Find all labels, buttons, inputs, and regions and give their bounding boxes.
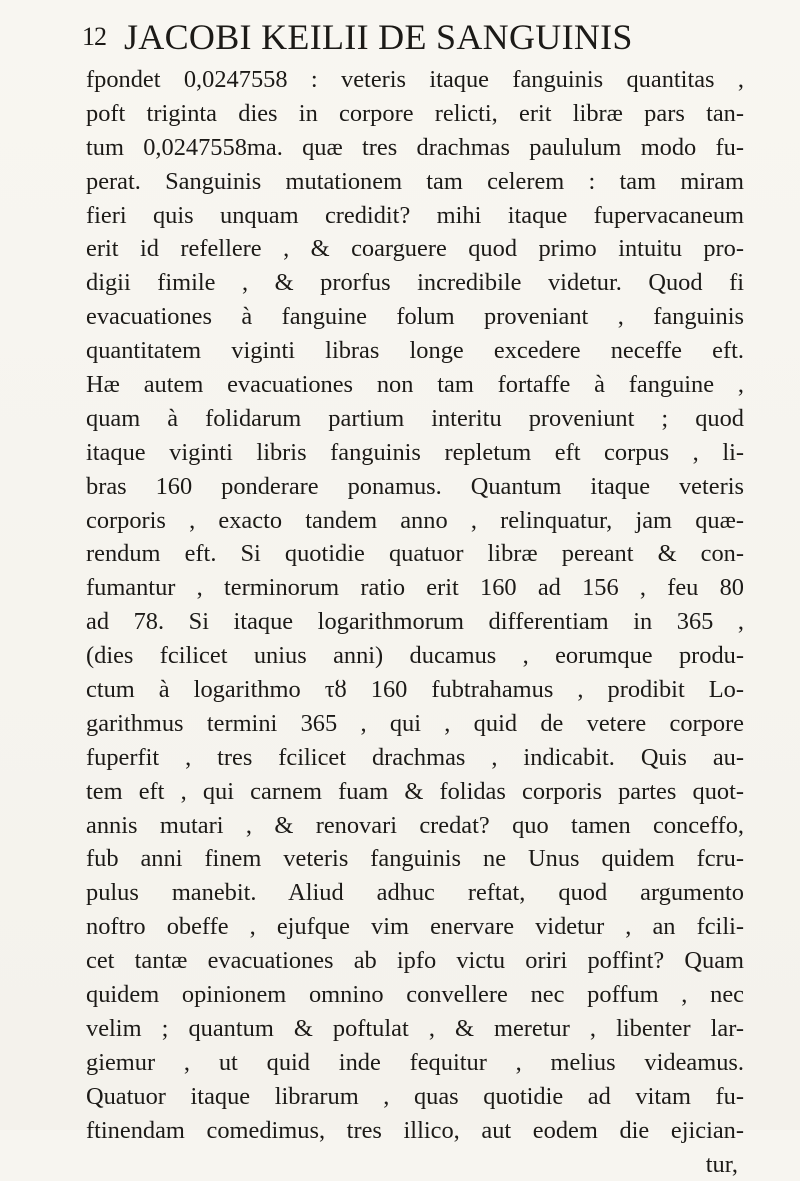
text-line: digii fimile , & prorfus incredibile videtur. Quod fi [86,266,744,300]
page-header [82,16,742,56]
text-line: ctum à logarithmo τȣ 160 fubtrahamus , prodibit Lo- [86,673,744,707]
text-line: fieri quis unquam credidit? mihi itaque fupervacaneum [86,199,744,233]
text-line: ftinendam comedimus, tres illico, aut eodem die ejician- [86,1114,744,1148]
text-line: cet tantæ evacuationes ab ipfo victu oriri poffint? Quam [86,944,744,978]
page-number: 12 [82,22,106,52]
text-line: fuperfit , tres fcilicet drachmas , indicabit. Quis au- [86,741,744,775]
text-line: ad 78. Si itaque logarithmorum differentiam in 365 , [86,605,744,639]
text-line: quam à folidarum partium interitu proveniunt ; quod [86,402,744,436]
text-line: tum 0,0247558ma. quæ tres drachmas paululum modo fu- [86,131,744,165]
text-line: quantitatem viginti libras longe excedere neceffe eft. [86,334,744,368]
text-line: fpondet 0,0247558 : veteris itaque fanguinis quantitas , [86,63,744,97]
text-line: perat. Sanguinis mutationem tam celerem : tam miram [86,165,744,199]
text-line: evacuationes à fanguine folum proveniant , fanguinis [86,300,744,334]
text-line: fumantur , terminorum ratio erit 160 ad 156 , feu 80 [86,571,744,605]
text-line: tem eft , qui carnem fuam & folidas corporis partes quot- [86,775,744,809]
text-line: poft triginta dies in corpore relicti, erit libræ pars tan- [86,97,744,131]
text-line: erit id refellere , & coarguere quod primo intuitu pro- [86,232,744,266]
running-title: JACOBI KEILII DE SANGUINIS [124,16,633,58]
text-line: rendum eft. Si quotidie quatuor libræ pereant & con- [86,537,744,571]
text-line: fub anni finem veteris fanguinis ne Unus quidem fcru- [86,842,744,876]
text-line: pulus manebit. Aliud adhuc reftat, quod argumento [86,876,744,910]
text-line: noftro obeffe , ejufque vim enervare videtur , an fcili- [86,910,744,944]
text-line: bras 160 ponderare ponamus. Quantum itaque veteris [86,470,744,504]
text-line: Hæ autem evacuationes non tam fortaffe à fanguine , [86,368,744,402]
text-line: garithmus termini 365 , qui , quid de vetere corpore [86,707,744,741]
text-line: itaque viginti libris fanguinis repletum eft corpus , li- [86,436,744,470]
text-line: corporis , exacto tandem anno , relinquatur, jam quæ- [86,504,744,538]
text-line: Quatuor itaque librarum , quas quotidie ad vitam fu- [86,1080,744,1114]
text-line: giemur , ut quid inde fequitur , melius videamus. [86,1046,744,1080]
text-line: quidem opinionem omnino convellere nec poffum , nec [86,978,744,1012]
body-text [86,63,744,1181]
text-line: annis mutari , & renovari credat? quo tamen conceffo, [86,809,744,843]
text-line: (dies fcilicet unius anni) ducamus , eorumque produ- [86,639,744,673]
text-line: velim ; quantum & poftulat , & meretur , libenter lar- [86,1012,744,1046]
text-line: tur, [86,1148,744,1181]
